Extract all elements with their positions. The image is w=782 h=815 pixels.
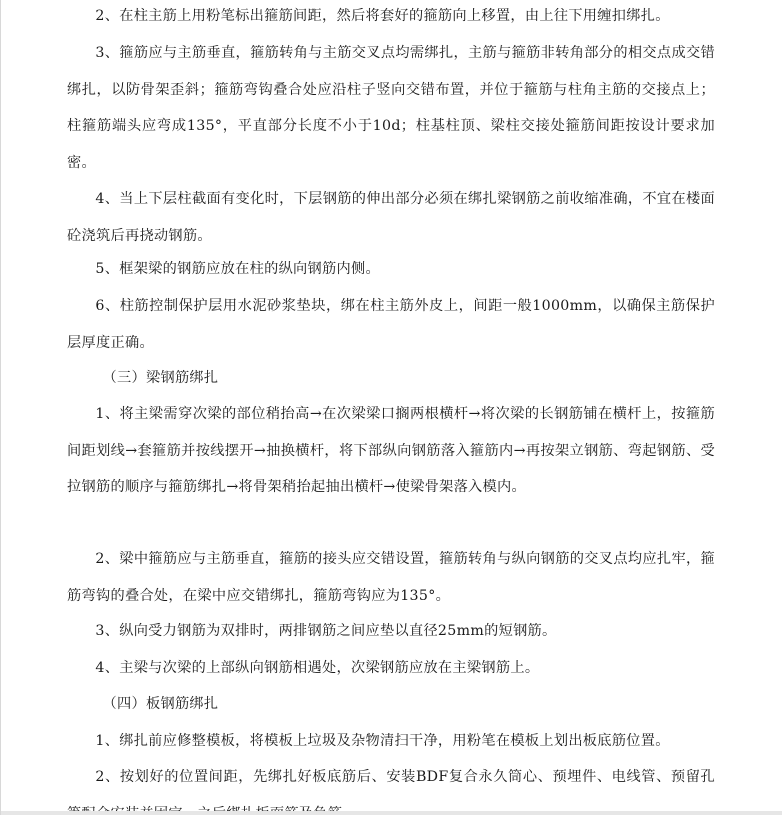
bottom-edge-bar xyxy=(1,811,782,815)
paragraph-beam-stirrups: 2、梁中箍筋应与主筋垂直，箍筋的接头应交错设置，箍筋转角与纵向钢筋的交叉点均应扎牢，箍筋弯钩的叠合处，在梁中应交错绑扎，箍筋弯钩应为135°。 xyxy=(67,551,715,604)
section-heading-slab-binding: （四）板钢筋绑扎 xyxy=(102,696,219,712)
paragraph-beam-procedure: 1、将主梁需穿次梁的部位稍抬高→在次梁梁口搁两根横杆→将次梁的长钢筋铺在横杆上，按箍筋间距划线→套箍筋并按线摆开→抽换横杆，将下部纵向钢筋落入箍筋内→再按架立钢筋、弯起钢筋、受拉钢筋的顺序与箍筋绑扎→将骨架稍抬起抽出横杆→使梁骨架落入模内。 xyxy=(67,406,715,495)
paragraph-protective-layer: 6、柱筋控制保护层用水泥砂浆垫块，绑在柱主筋外皮上，间距一般1000mm，以确保主筋保护层厚度正确。 xyxy=(67,298,715,351)
paragraph-formwork-cleanup: 1、绑扎前应修整模板，将模板上垃圾及杂物清扫干净，用粉笔在模板上划出板底筋位置。 xyxy=(95,733,670,749)
paragraph-double-row-rebar: 3、纵向受力钢筋为双排时，两排钢筋之间应垫以直径25mm的短钢筋。 xyxy=(95,623,557,639)
section-heading-beam-binding: （三）梁钢筋绑扎 xyxy=(102,370,219,386)
paragraph-main-secondary-beam: 4、主梁与次梁的上部纵向钢筋相遇处，次梁钢筋应放在主梁钢筋上。 xyxy=(95,660,540,676)
paragraph-section-change: 4、当上下层柱截面有变化时，下层钢筋的伸出部分必须在绑扎梁钢筋之前收缩准确，不宜在楼面砼浇筑后再挠动钢筋。 xyxy=(67,191,715,244)
paragraph-frame-beam-rebar: 5、框架梁的钢筋应放在柱的纵向钢筋内侧。 xyxy=(95,261,380,277)
paragraph-column-stirrup-marking: 2、在柱主筋上用粉笔标出箍筋间距，然后将套好的箍筋向上移置，由上往下用缠扣绑扎。 xyxy=(95,8,670,24)
paragraph-slab-bottom-bars: 2、按划好的位置间距，先绑扎好板底筋后、安装BDF复合永久筒心、预埋件、电线管、预留孔 xyxy=(95,769,715,785)
paragraph-stirrup-perpendicular: 3、箍筋应与主筋垂直，箍筋转角与主筋交叉点均需绑扎，主筋与箍筋非转角部分的相交点成交错绑扎，以防骨架歪斜；箍筋弯钩叠合处应沿柱子竖向交错布置，并位于箍筋与柱角主筋的交接点上；柱箍筋端头应弯成135°，平直部分长度不小于10d；柱基柱顶、梁柱交接处箍筋间距按设计要求加密。 xyxy=(67,45,715,171)
